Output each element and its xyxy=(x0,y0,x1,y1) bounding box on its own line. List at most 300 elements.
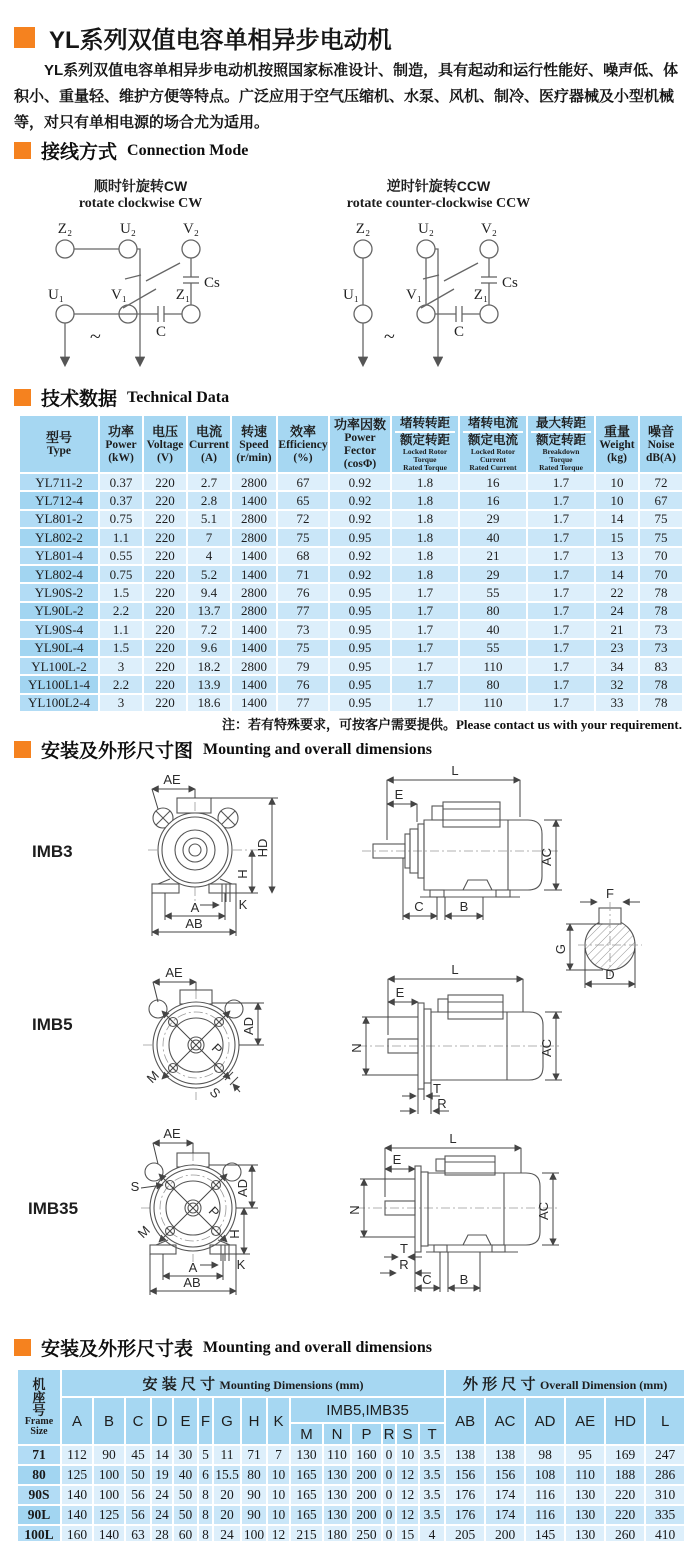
dim-label-g: G xyxy=(553,943,568,955)
table-cell: 24 xyxy=(213,1525,241,1541)
imb5-front-view xyxy=(143,965,264,1101)
group-imb5-imb35: IMB5,IMB35 xyxy=(290,1397,445,1423)
wiring-ccw-title-zh: 逆时针旋转CCW xyxy=(386,178,491,194)
dim-label-m: M xyxy=(134,1222,153,1241)
table-cell: 98 xyxy=(525,1445,565,1465)
table-cell: 5 xyxy=(198,1445,213,1465)
table-cell: 0 xyxy=(382,1445,396,1465)
table-cell: 110 xyxy=(459,657,527,675)
dim-label-h: H xyxy=(227,1229,242,1239)
table-cell: 156 xyxy=(485,1465,525,1485)
table-row xyxy=(19,528,683,546)
table-cell: 125 xyxy=(93,1505,125,1525)
table-cell: 200 xyxy=(351,1465,382,1485)
table-cell: 72 xyxy=(277,510,329,528)
imb3-front-view xyxy=(148,772,278,936)
tech-header-row xyxy=(19,415,683,473)
table-cell: 220 xyxy=(143,602,187,620)
table-cell: 1400 xyxy=(231,620,277,638)
table-cell: 0.55 xyxy=(99,547,143,565)
table-cell: 8 xyxy=(198,1505,213,1525)
table-cell: 50 xyxy=(125,1465,151,1485)
table-cell: 100 xyxy=(241,1525,267,1541)
table-cell: 40 xyxy=(459,620,527,638)
table-cell: 220 xyxy=(605,1485,645,1505)
col-d: D xyxy=(151,1397,173,1445)
table-cell: 21 xyxy=(459,547,527,565)
col-locked-rotor-current: 堵转电流 额定电流 Locked Rotor Current Rated Current xyxy=(459,415,527,473)
table-cell: 130 xyxy=(323,1485,351,1505)
table-cell: 8 xyxy=(198,1485,213,1505)
table-cell: 0.95 xyxy=(329,528,391,546)
table-row xyxy=(19,657,683,675)
section-title-zh: 安装及外形尺寸表 xyxy=(41,1339,194,1360)
terminal-label: Z₁ xyxy=(473,287,489,303)
table-cell: 77 xyxy=(277,694,329,712)
table-cell: 1.7 xyxy=(527,547,595,565)
table-cell: 1.8 xyxy=(391,547,459,565)
table-row xyxy=(19,547,683,565)
table-row xyxy=(19,602,683,620)
dim-label-ac: AC xyxy=(539,847,554,867)
table-cell: 14 xyxy=(595,510,639,528)
table-cell: 220 xyxy=(143,620,187,638)
table-cell: 80 xyxy=(17,1465,61,1485)
table-cell: 7 xyxy=(267,1445,290,1465)
dim-label-b: B xyxy=(459,899,469,914)
dim-label-a: A xyxy=(188,1260,198,1275)
table-cell: 0.95 xyxy=(329,602,391,620)
table-cell: 1.7 xyxy=(527,657,595,675)
col-ab: AB xyxy=(445,1397,485,1445)
table-cell: 2.2 xyxy=(99,675,143,693)
table-cell: 165 xyxy=(290,1465,323,1485)
table-cell: 16 xyxy=(459,473,527,491)
col-f: F xyxy=(198,1397,213,1445)
table-cell: 1.7 xyxy=(527,565,595,583)
table-cell: 220 xyxy=(143,565,187,583)
table-cell: 160 xyxy=(351,1445,382,1465)
col-ad: AD xyxy=(525,1397,565,1445)
table-cell: 1.7 xyxy=(527,675,595,693)
terminal-label: V₁ xyxy=(405,287,423,303)
table-cell: YL802-2 xyxy=(19,528,99,546)
table-cell: 0.95 xyxy=(329,583,391,601)
dimension-drawings xyxy=(0,762,700,1334)
tech-table-body xyxy=(19,473,683,712)
table-cell: 0.92 xyxy=(329,547,391,565)
table-cell: 1.7 xyxy=(391,620,459,638)
col-locked-rotor-torque: 堵转转距 额定转距 Locked Rotor Torque Rated Torque xyxy=(391,415,459,473)
dim-label-l: L xyxy=(449,1131,457,1146)
col-h: H xyxy=(241,1397,267,1445)
table-cell: 1.7 xyxy=(391,694,459,712)
table-cell: 110 xyxy=(323,1445,351,1465)
col-type: 型号 Type xyxy=(19,415,99,473)
terminal-label: U₂ xyxy=(119,221,137,237)
table-cell: 1400 xyxy=(231,565,277,583)
imb5-side-view xyxy=(349,962,562,1114)
table-cell: 60 xyxy=(173,1525,198,1541)
table-cell: 90S xyxy=(17,1485,61,1505)
dim-label-k: K xyxy=(238,897,248,912)
ac-source-symbol: ~ xyxy=(384,326,395,348)
table-cell: 2.2 xyxy=(99,602,143,620)
table-cell: 1.1 xyxy=(99,620,143,638)
table-cell: 140 xyxy=(61,1505,93,1525)
dim-label-r: R xyxy=(437,1096,447,1111)
table-cell: 9.4 xyxy=(187,583,231,601)
dim-label-c: C xyxy=(422,1272,432,1287)
col-hd: HD xyxy=(605,1397,645,1445)
table-cell: 1.7 xyxy=(527,639,595,657)
terminal-label: Z₂ xyxy=(355,221,371,237)
table-cell: 6 xyxy=(198,1465,213,1485)
dim-label-ad: AD xyxy=(235,1178,250,1198)
section-title-zh: 接线方式 xyxy=(41,142,118,163)
table-cell: 90 xyxy=(93,1445,125,1465)
table-cell: 55 xyxy=(459,639,527,657)
table-cell: 0.95 xyxy=(329,675,391,693)
table-cell: 0 xyxy=(382,1525,396,1541)
col-a: A xyxy=(61,1397,93,1445)
wiring-cw-title xyxy=(28,178,253,212)
imb3-side-view xyxy=(362,763,562,920)
table-cell: 1.5 xyxy=(99,639,143,657)
table-cell: 2800 xyxy=(231,473,277,491)
table-cell: 0 xyxy=(382,1465,396,1485)
intro-paragraph: YL系列双值电容单相异步电动机按照国家标准设计、制造，具有起动和运行性能好、噪声低、体积小、重量轻、维护方便等特点。广泛应用于空气压缩机、水泵、风机、制冷、医疗器械及小型机械等，对只有单相电源的场合尤为适用。 xyxy=(14,62,679,131)
table-cell: 2800 xyxy=(231,583,277,601)
mount-header-row-2 xyxy=(17,1397,685,1423)
dim-label-ab: AB xyxy=(183,1275,201,1290)
col-g: G xyxy=(213,1397,241,1445)
table-row xyxy=(17,1445,685,1465)
table-cell: 24 xyxy=(151,1505,173,1525)
group-overall-dimensions: 外 形 尺 寸 Overall Dimension (mm) xyxy=(445,1369,685,1397)
table-cell: 29 xyxy=(459,510,527,528)
table-cell: 80 xyxy=(241,1465,267,1485)
table-cell: 14 xyxy=(595,565,639,583)
table-cell: 410 xyxy=(645,1525,685,1541)
table-cell: 2.7 xyxy=(187,473,231,491)
table-cell: 10 xyxy=(267,1485,290,1505)
table-cell: 12 xyxy=(267,1525,290,1541)
table-cell: 100 xyxy=(93,1485,125,1505)
table-cell: 83 xyxy=(639,657,683,675)
col-e: E xyxy=(173,1397,198,1445)
table-cell: 75 xyxy=(277,639,329,657)
table-cell: 3 xyxy=(99,694,143,712)
terminal-label: U₂ xyxy=(417,221,435,237)
table-cell: 78 xyxy=(639,694,683,712)
table-cell: 220 xyxy=(143,473,187,491)
table-cell: 95 xyxy=(565,1445,605,1465)
table-cell: 220 xyxy=(143,547,187,565)
table-cell: YL100L1-4 xyxy=(19,675,99,693)
table-cell: 24 xyxy=(595,602,639,620)
table-cell: YL90S-2 xyxy=(19,583,99,601)
table-cell: 1.8 xyxy=(391,565,459,583)
col-efficiency: 效率 Efficiency (%) xyxy=(277,415,329,473)
table-cell: 13.9 xyxy=(187,675,231,693)
section-title-en: Mounting and overall dimensions xyxy=(203,740,432,758)
start-capacitor-label: Cs xyxy=(204,275,220,291)
col-ae: AE xyxy=(565,1397,605,1445)
table-cell: 45 xyxy=(125,1445,151,1465)
table-cell: 3 xyxy=(99,657,143,675)
table-cell: 156 xyxy=(445,1465,485,1485)
table-cell: 0 xyxy=(382,1505,396,1525)
col-noise: 噪音 Noise dB(A) xyxy=(639,415,683,473)
table-row xyxy=(19,639,683,657)
table-cell: 100 xyxy=(93,1465,125,1485)
table-cell: 55 xyxy=(459,583,527,601)
col-l: L xyxy=(645,1397,685,1445)
orange-square-icon xyxy=(14,741,31,758)
table-cell: 32 xyxy=(595,675,639,693)
table-cell: 215 xyxy=(290,1525,323,1541)
group-mounting-dimensions: 安 装 尺 寸 Mounting Dimensions (mm) xyxy=(61,1369,445,1397)
table-cell: 15 xyxy=(595,528,639,546)
table-cell: 4 xyxy=(419,1525,445,1541)
wiring-diagram-ccw xyxy=(326,178,596,382)
table-cell: YL802-4 xyxy=(19,565,99,583)
table-cell: 0.37 xyxy=(99,473,143,491)
note-zh: 注：若有特殊要求，可按客户需要提供。 xyxy=(221,717,456,732)
table-cell: 1400 xyxy=(231,491,277,509)
table-cell: 90 xyxy=(241,1505,267,1525)
table-cell: 11 xyxy=(213,1445,241,1465)
table-cell: 71 xyxy=(241,1445,267,1465)
table-cell: 138 xyxy=(485,1445,525,1465)
dim-label-ae: AE xyxy=(165,965,183,980)
col-k: K xyxy=(267,1397,290,1445)
table-cell: 138 xyxy=(445,1445,485,1465)
table-row xyxy=(17,1505,685,1525)
table-cell: 18.6 xyxy=(187,694,231,712)
table-row xyxy=(19,491,683,509)
dim-label-m: M xyxy=(143,1067,162,1086)
table-cell: 2.8 xyxy=(187,491,231,509)
table-cell: 165 xyxy=(290,1505,323,1525)
dim-label-n: N xyxy=(347,1205,362,1215)
table-row xyxy=(17,1525,685,1541)
dim-label-h: H xyxy=(235,869,250,879)
dim-label-e: E xyxy=(394,787,404,802)
dim-label-p: P xyxy=(208,1040,226,1058)
table-cell: 12 xyxy=(396,1485,419,1505)
shaft-section-view xyxy=(553,886,642,988)
table-cell: 0.75 xyxy=(99,510,143,528)
table-cell: 70 xyxy=(639,565,683,583)
table-cell: 2800 xyxy=(231,657,277,675)
imb35-front-view xyxy=(131,1126,258,1295)
table-cell: 220 xyxy=(143,491,187,509)
table-cell: 112 xyxy=(61,1445,93,1465)
table-cell: 2800 xyxy=(231,528,277,546)
col-r: R xyxy=(382,1423,396,1445)
table-cell: 220 xyxy=(605,1505,645,1525)
table-cell: 174 xyxy=(485,1485,525,1505)
terminal-label: V₂ xyxy=(182,221,200,237)
section-title-en: Mounting and overall dimensions xyxy=(203,1338,432,1356)
dim-label-l: L xyxy=(451,962,459,977)
table-cell: 310 xyxy=(645,1485,685,1505)
table-cell: 40 xyxy=(459,528,527,546)
dim-label-p: P xyxy=(205,1203,223,1221)
table-cell: 10 xyxy=(267,1505,290,1525)
table-cell: 1.7 xyxy=(527,620,595,638)
terminal-label: U₁ xyxy=(342,287,360,303)
table-cell: 63 xyxy=(125,1525,151,1541)
table-cell: 1.7 xyxy=(391,602,459,620)
table-cell: 7 xyxy=(187,528,231,546)
table-cell: 335 xyxy=(645,1505,685,1525)
table-cell: 180 xyxy=(323,1525,351,1541)
col-s: S xyxy=(396,1423,419,1445)
table-cell: YL712-4 xyxy=(19,491,99,509)
mounting-dimensions-table xyxy=(16,1368,686,1541)
table-cell: 1400 xyxy=(231,694,277,712)
table-cell: YL801-2 xyxy=(19,510,99,528)
table-cell: 174 xyxy=(485,1505,525,1525)
mount-type-label-imb35: IMB35 xyxy=(28,1199,79,1218)
table-cell: 169 xyxy=(605,1445,645,1465)
table-cell: YL711-2 xyxy=(19,473,99,491)
table-row xyxy=(19,583,683,601)
table-cell: 30 xyxy=(173,1445,198,1465)
table-cell: 0.92 xyxy=(329,491,391,509)
dim-label-a: A xyxy=(190,900,200,915)
table-cell: 68 xyxy=(277,547,329,565)
table-cell: 220 xyxy=(143,657,187,675)
imb35-side-view xyxy=(347,1131,559,1292)
wiring-cw-title-en: rotate clockwise CW xyxy=(78,196,203,211)
table-cell: 0.75 xyxy=(99,565,143,583)
col-power-factor: 功率因数 Power Fector (cosΦ) xyxy=(329,415,391,473)
table-cell: 33 xyxy=(595,694,639,712)
table-cell: 220 xyxy=(143,639,187,657)
table-cell: 10 xyxy=(396,1445,419,1465)
table-cell: YL90L-4 xyxy=(19,639,99,657)
table-cell: 8 xyxy=(198,1525,213,1541)
dim-label-s: S xyxy=(130,1179,140,1194)
dim-label-n: N xyxy=(349,1043,364,1053)
table-cell: 160 xyxy=(61,1525,93,1541)
col-voltage: 电压 Voltage (V) xyxy=(143,415,187,473)
technical-data-table xyxy=(18,414,684,713)
section-mounting-figure xyxy=(14,736,432,763)
table-cell: 220 xyxy=(143,528,187,546)
wiring-diagram-cw xyxy=(28,178,298,382)
dim-label-l: L xyxy=(451,763,459,778)
table-cell: 1.7 xyxy=(391,675,459,693)
table-cell: 130 xyxy=(565,1485,605,1505)
wiring-ccw-title-en: rotate counter-clockwise CCW xyxy=(346,196,531,211)
table-cell: 12 xyxy=(396,1505,419,1525)
table-cell: 145 xyxy=(525,1525,565,1541)
table-cell: 116 xyxy=(525,1485,565,1505)
table-cell: 71 xyxy=(17,1445,61,1465)
col-b: B xyxy=(93,1397,125,1445)
table-cell: 76 xyxy=(277,583,329,601)
col-weight: 重量 Weight (kg) xyxy=(595,415,639,473)
table-cell: 125 xyxy=(61,1465,93,1485)
table-cell: YL90S-4 xyxy=(19,620,99,638)
table-cell: 12 xyxy=(396,1465,419,1485)
table-cell: 1.8 xyxy=(391,510,459,528)
table-cell: 79 xyxy=(277,657,329,675)
table-cell: 220 xyxy=(143,510,187,528)
dim-label-ab: AB xyxy=(185,916,203,931)
table-cell: 108 xyxy=(525,1465,565,1485)
table-row xyxy=(19,675,683,693)
table-cell: 73 xyxy=(639,620,683,638)
table-cell: 70 xyxy=(639,547,683,565)
table-cell: 75 xyxy=(277,528,329,546)
table-cell: 13.7 xyxy=(187,602,231,620)
table-cell: 3.5 xyxy=(419,1485,445,1505)
table-cell: 76 xyxy=(277,675,329,693)
table-cell: 130 xyxy=(323,1465,351,1485)
table-cell: 110 xyxy=(459,694,527,712)
section-title-en: Connection Mode xyxy=(127,141,249,159)
table-cell: 130 xyxy=(323,1505,351,1525)
note-en: Please contact us with your requirement. xyxy=(455,717,682,732)
dim-label-s: S xyxy=(206,1084,224,1102)
table-cell: 260 xyxy=(605,1525,645,1541)
table-cell: 15.5 xyxy=(213,1465,241,1485)
table-cell: 29 xyxy=(459,565,527,583)
start-capacitor-label: Cs xyxy=(502,275,518,291)
table-cell: 140 xyxy=(61,1485,93,1505)
table-cell: 50 xyxy=(173,1505,198,1525)
table-cell: 200 xyxy=(485,1525,525,1541)
dim-label-d: D xyxy=(605,967,615,982)
table-cell: 1400 xyxy=(231,547,277,565)
table-cell: 40 xyxy=(173,1465,198,1485)
col-breakdown-torque: 最大转距 额定转距 Breakdown Torque Rated Torque xyxy=(527,415,595,473)
col-frame-size: 机座号 Frame Size xyxy=(17,1369,61,1445)
table-cell: 0 xyxy=(382,1485,396,1505)
dim-label-ac: AC xyxy=(536,1201,551,1221)
table-cell: 0.92 xyxy=(329,510,391,528)
table-cell: 73 xyxy=(277,620,329,638)
table-cell: 10 xyxy=(267,1465,290,1485)
table-row xyxy=(19,565,683,583)
table-cell: 78 xyxy=(639,583,683,601)
wiring-ccw-svg xyxy=(326,217,596,382)
table-cell: 176 xyxy=(445,1485,485,1505)
table-cell: 3.5 xyxy=(419,1445,445,1465)
table-cell: 90 xyxy=(241,1485,267,1505)
table-cell: 3.5 xyxy=(419,1465,445,1485)
table-cell: 1.7 xyxy=(391,639,459,657)
mount-table-body xyxy=(17,1445,685,1541)
orange-square-icon xyxy=(14,27,35,48)
dim-label-ae: AE xyxy=(163,1126,181,1141)
dim-label-e: E xyxy=(392,1152,402,1167)
dim-label-e: E xyxy=(395,985,405,1000)
table-cell: 50 xyxy=(173,1485,198,1505)
table-cell: 1.8 xyxy=(391,528,459,546)
table-cell: 165 xyxy=(290,1485,323,1505)
dim-label-b: B xyxy=(459,1272,469,1287)
table-cell: 1.7 xyxy=(527,510,595,528)
table-cell: 1400 xyxy=(231,675,277,693)
table-cell: 14 xyxy=(151,1445,173,1465)
